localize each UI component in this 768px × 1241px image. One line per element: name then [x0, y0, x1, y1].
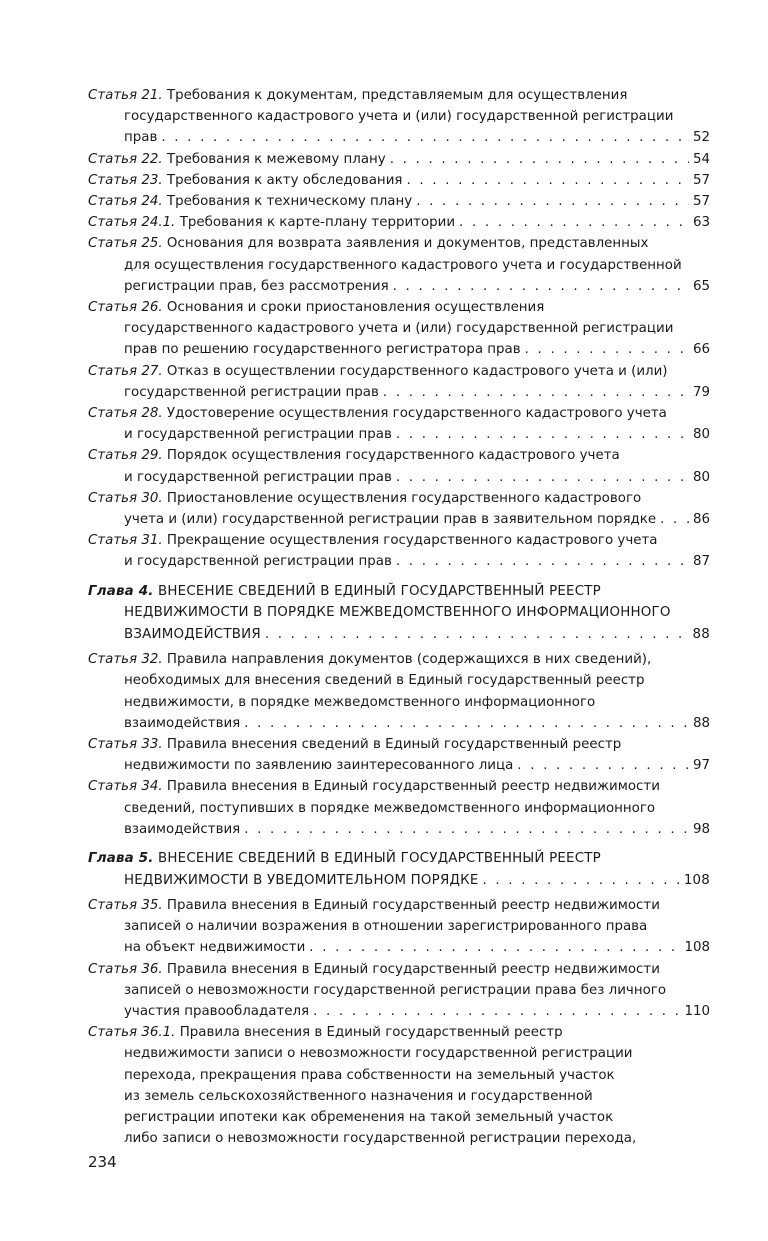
article-label: Статья 23. — [88, 172, 163, 188]
page-ref: 108 — [683, 872, 710, 888]
toc-article — [88, 895, 710, 959]
toc-line-with-page — [88, 870, 710, 892]
dot-leader — [265, 624, 689, 646]
article-label: Статья 31. — [88, 533, 163, 549]
toc-article — [88, 649, 710, 734]
toc-line — [88, 1022, 710, 1043]
entry-title-text: Прекращение осуществления государственного кадастрового учета — [166, 533, 658, 549]
toc-line — [88, 361, 710, 382]
entry-title-text: Приостановление осуществления государственного кадастрового — [166, 490, 642, 506]
toc-line — [88, 848, 710, 870]
page-ref: 86 — [692, 512, 710, 528]
entry-title-text: на объект недвижимости — [124, 940, 306, 956]
toc-line — [88, 581, 710, 603]
toc-article — [88, 959, 710, 1023]
entry-title-text: регистрации прав, без рассмотрения — [124, 278, 389, 294]
toc-line — [88, 1128, 710, 1149]
toc-line — [88, 1086, 710, 1107]
entry-title-text: Правила направления документов (содержащихся в них сведений), — [166, 652, 652, 668]
toc-article — [88, 488, 710, 530]
page-ref: 110 — [684, 1004, 710, 1020]
table-of-contents — [88, 85, 710, 1149]
toc-article — [88, 445, 710, 487]
article-label: Статья 24.1. — [88, 215, 176, 231]
toc-line-with-page — [88, 339, 710, 360]
entry-title-text: взаимодействия — [124, 821, 241, 837]
toc-article — [88, 149, 710, 170]
entry-title-text: прав — [124, 130, 158, 146]
entry-title-text: недвижимости, в порядке межведомственного информационного — [124, 694, 596, 710]
toc-line — [88, 255, 710, 276]
dot-leader — [416, 191, 689, 212]
toc-line — [88, 233, 710, 254]
toc-line — [88, 798, 710, 819]
page-ref: 79 — [692, 384, 710, 400]
page-ref: 65 — [692, 278, 710, 294]
entry-title-text: Требования к межевому плану — [166, 151, 386, 167]
article-label: Статья 35. — [88, 898, 163, 913]
toc-line — [88, 959, 710, 980]
toc-article — [88, 530, 710, 572]
toc-line — [88, 530, 710, 551]
article-label: Статья 24. — [88, 194, 163, 210]
toc-line — [88, 776, 710, 797]
page-ref: 88 — [692, 626, 710, 642]
entry-title-text: государственного кадастрового учета и (или) государственной регистрации — [124, 109, 674, 125]
page-ref: 54 — [692, 151, 710, 167]
toc-article — [88, 233, 710, 297]
entry-title-text: Правила внесения в Единый государственный реестр — [179, 1025, 563, 1041]
dot-leader — [244, 819, 689, 840]
toc-line-with-page — [88, 191, 710, 212]
entry-title-text: недвижимости по заявлению заинтересованного лица — [124, 758, 514, 774]
toc-line-with-page — [88, 382, 710, 403]
entry-title-text: регистрации ипотеки как обременения на такой земельный участок — [124, 1110, 614, 1126]
entry-title-text: Отказ в осуществлении государственного кадастрового учета и (или) — [166, 363, 668, 379]
entry-title-text: либо записи о невозможности государственной регистрации перехода, — [124, 1131, 637, 1147]
toc-line-with-page — [88, 755, 710, 776]
dot-leader — [660, 509, 689, 530]
page-ref: 52 — [692, 130, 710, 146]
page-ref: 98 — [692, 821, 710, 837]
entry-title-text: ВНЕСЕНИЕ СВЕДЕНИЙ В ЕДИНЫЙ ГОСУДАРСТВЕННЫЙ РЕЕСТР — [158, 583, 601, 599]
toc-line-with-page — [88, 467, 710, 488]
entry-title-text: Требования к документам, представляемым для осуществления — [166, 88, 628, 103]
page-ref: 108 — [684, 940, 710, 956]
toc-line — [88, 297, 710, 318]
entry-title-text: Правила внесения сведений в Единый государственный реестр — [166, 736, 622, 752]
entry-title-text: ВЗАИМОДЕЙСТВИЯ — [124, 626, 261, 642]
toc-line — [88, 980, 710, 1001]
toc-line-with-page — [88, 509, 710, 530]
toc-line-with-page — [88, 624, 710, 646]
toc-line-with-page — [88, 713, 710, 734]
entry-title-text: учета и (или) государственной регистрации прав в заявительном порядке — [124, 512, 657, 528]
dot-leader — [309, 937, 680, 958]
dot-leader — [396, 551, 689, 572]
toc-line-with-page — [88, 551, 710, 572]
dot-leader — [406, 170, 689, 191]
toc-line — [88, 670, 710, 691]
article-label: Статья 25. — [88, 236, 163, 252]
article-label: Статья 27. — [88, 363, 163, 379]
toc-line — [88, 1043, 710, 1064]
page-ref: 80 — [692, 469, 710, 485]
toc-line-with-page — [88, 170, 710, 191]
chapter-label: Глава 4. — [88, 583, 154, 599]
entry-title-text: и государственной регистрации прав — [124, 427, 392, 443]
entry-title-text: записей о невозможности государственной регистрации права без личного — [124, 982, 667, 998]
toc-line — [88, 318, 710, 339]
article-label: Статья 32. — [88, 652, 163, 668]
dot-leader — [525, 339, 689, 360]
toc-article — [88, 1022, 710, 1149]
toc-line-with-page — [88, 149, 710, 170]
dot-leader — [459, 212, 689, 233]
article-label: Статья 33. — [88, 736, 163, 752]
toc-article — [88, 403, 710, 445]
entry-title-text: необходимых для внесения сведений в Единый государственный реестр — [124, 673, 645, 689]
entry-title-text: НЕДВИЖИМОСТИ В УВЕДОМИТЕЛЬНОМ ПОРЯДКЕ — [124, 872, 479, 888]
dot-leader — [313, 1001, 680, 1022]
entry-title-text: и государственной регистрации прав — [124, 554, 392, 570]
toc-article — [88, 297, 710, 361]
toc-line — [88, 1065, 710, 1086]
toc-article — [88, 776, 710, 840]
dot-leader — [393, 276, 689, 297]
entry-title-text: недвижимости записи о невозможности государственной регистрации — [124, 1046, 633, 1062]
toc-chapter — [88, 581, 710, 646]
page-number: 234 — [88, 1153, 117, 1171]
toc-line-with-page — [88, 276, 710, 297]
entry-title-text: Требования к карте-плану территории — [179, 215, 456, 231]
entry-title-text: Правила внесения в Единый государственный реестр недвижимости — [166, 961, 660, 977]
entry-title-text: из земель сельскохозяйственного назначения и государственной — [124, 1088, 593, 1104]
toc-line — [88, 602, 710, 624]
toc-line — [88, 1107, 710, 1128]
entry-title-text: Порядок осуществления государственного кадастрового учета — [166, 448, 620, 464]
entry-title-text: Требования к техническому плану — [166, 194, 413, 210]
article-label: Статья 29. — [88, 448, 163, 464]
toc-line-with-page — [88, 937, 710, 958]
entry-title-text: государственного кадастрового учета и (или) государственной регистрации — [124, 321, 674, 337]
chapter-label: Глава 5. — [88, 851, 154, 866]
dot-leader — [383, 382, 689, 403]
page-ref: 63 — [692, 215, 710, 231]
entry-title-text: Удостоверение осуществления государственного кадастрового учета — [166, 406, 667, 422]
dot-leader — [517, 755, 689, 776]
toc-line — [88, 445, 710, 466]
entry-title-text: записей о наличии возражения в отношении зарегистрированного права — [124, 919, 648, 935]
article-label: Статья 22. — [88, 151, 163, 167]
dot-leader — [244, 713, 689, 734]
entry-title-text: Требования к акту обследования — [166, 172, 403, 188]
toc-line-with-page — [88, 1001, 710, 1022]
toc-line — [88, 85, 710, 106]
toc-line — [88, 916, 710, 937]
toc-line — [88, 734, 710, 755]
toc-line — [88, 649, 710, 670]
page-ref: 57 — [692, 172, 710, 188]
page-ref: 88 — [692, 715, 710, 731]
article-label: Статья 36.1. — [88, 1025, 176, 1041]
toc-line-with-page — [88, 424, 710, 445]
article-label: Статья 28. — [88, 406, 163, 422]
entry-title-text: взаимодействия — [124, 715, 241, 731]
toc-article — [88, 361, 710, 403]
entry-title-text: прав по решению государственного регистратора прав — [124, 342, 521, 358]
entry-title-text: сведений, поступивших в порядке межведомственного информационного — [124, 800, 656, 816]
toc-line — [88, 403, 710, 424]
entry-title-text: Основания для возврата заявления и документов, представленных — [166, 236, 649, 252]
entry-title-text: Правила внесения в Единый государственный реестр недвижимости — [166, 779, 660, 795]
entry-title-text: для осуществления государственного кадастрового учета и государственной — [124, 257, 682, 273]
entry-title-text: Правила внесения в Единый государственный реестр недвижимости — [166, 898, 660, 913]
entry-title-text: государственной регистрации прав — [124, 384, 379, 400]
toc-article — [88, 734, 710, 776]
page-ref: 87 — [692, 554, 710, 570]
page-ref: 57 — [692, 194, 710, 210]
dot-leader — [482, 870, 679, 892]
toc-line — [88, 488, 710, 509]
page-ref: 80 — [692, 427, 710, 443]
article-label: Статья 26. — [88, 300, 163, 316]
entry-title-text: Основания и сроки приостановления осуществления — [166, 300, 545, 316]
toc-line-with-page — [88, 127, 710, 148]
toc-article — [88, 191, 710, 212]
dot-leader — [390, 149, 689, 170]
entry-title-text: ВНЕСЕНИЕ СВЕДЕНИЙ В ЕДИНЫЙ ГОСУДАРСТВЕННЫЙ РЕЕСТР — [158, 851, 601, 866]
toc-line — [88, 692, 710, 713]
article-label: Статья 30. — [88, 490, 163, 506]
toc-article — [88, 85, 710, 149]
article-label: Статья 34. — [88, 779, 163, 795]
dot-leader — [161, 127, 689, 148]
article-label: Статья 21. — [88, 88, 163, 103]
toc-line-with-page — [88, 819, 710, 840]
toc-chapter — [88, 848, 710, 891]
toc-article — [88, 212, 710, 233]
page-ref: 66 — [692, 342, 710, 358]
dot-leader — [396, 424, 689, 445]
article-label: Статья 36. — [88, 961, 163, 977]
toc-line — [88, 895, 710, 916]
entry-title-text: участия правообладателя — [124, 1004, 310, 1020]
toc-line-with-page — [88, 212, 710, 233]
entry-title-text: перехода, прекращения права собственности на земельный участок — [124, 1067, 615, 1083]
toc-article — [88, 170, 710, 191]
page-ref: 97 — [692, 758, 710, 774]
entry-title-text: НЕДВИЖИМОСТИ В ПОРЯДКЕ МЕЖВЕДОМСТВЕННОГО ИНФОРМАЦИОННОГО — [124, 605, 671, 621]
entry-title-text: и государственной регистрации прав — [124, 469, 392, 485]
toc-line — [88, 106, 710, 127]
dot-leader — [396, 467, 689, 488]
